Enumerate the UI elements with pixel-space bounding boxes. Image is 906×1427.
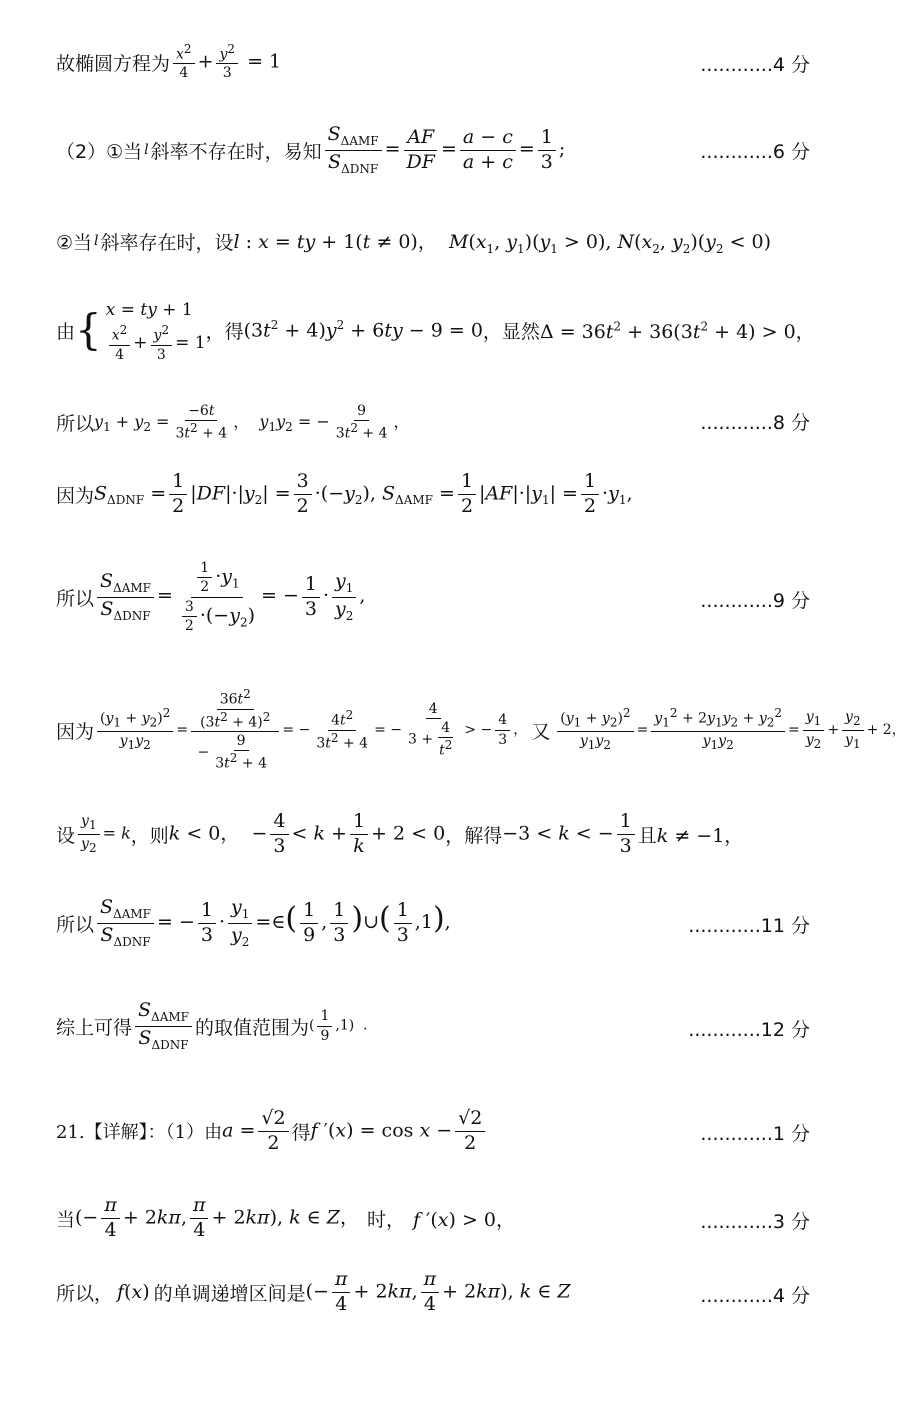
formula-interval: (− $\frac{\pi}{4}$ + 2kπ, $\frac{\pi}{4}$ + 2kπ), k ∈ Z，	[75, 1193, 359, 1241]
text-label: 斜率存在时，设	[100, 231, 234, 254]
score-4: ............4 分	[700, 54, 810, 76]
formula-areas: $S_{\Delta DNF}$ = $\frac{1}{2}$ $|DF|\cdot|y_2|$ = $\frac{3}{2}$ $\cdot(-y_2)$, $S_{\Delta AMF}$ = $\frac{1}{2}$ $|AF|\cdot|y_1|$ = $\frac{1}{2}$ $\cdot y_1$,	[94, 469, 633, 517]
line-increasing-interval	[56, 1264, 810, 1320]
line-system	[56, 284, 815, 376]
formula-fprime-pos: f ′(x) > 0，	[412, 1208, 516, 1231]
score-4b: ............4 分	[700, 1285, 810, 1307]
formula-a: a = $\frac{√2}{2}$	[222, 1108, 292, 1155]
text-label: 因为	[56, 484, 95, 507]
text-label: （2）①当	[56, 140, 143, 163]
formula-k-ne: k ≠ −1，	[656, 824, 744, 847]
formula-quadratic: $(3t^2 + 4)y^2 + 6ty - 9 = 0$	[243, 318, 483, 342]
text-label: ，解得	[445, 824, 503, 847]
formula-k-sol: −3 < k < − $\frac{1}{3}$	[502, 811, 638, 858]
score-9: ............9 分	[700, 590, 810, 612]
formula-fx: f(x)	[117, 1281, 150, 1303]
text-label: 的单调递增区间是	[153, 1282, 306, 1305]
formula-range: $\frac{S_{\Delta AMF}}{S_{\Delta DNF}}$ = − $\frac{1}{3}$ · $\frac{y_1}{y_2}$ =∈( $\frac{1}{9}$ , $\frac{1}{3}$ )∪( $\frac{1}{3}$ ,1),	[94, 897, 451, 949]
formula-bound: $\frac{(y1 + y2)2}{y1y2}$ = $\frac{36t2}{(3t2 + 4)2}$ − $\frac{9}{3t2 + 4}$ = − $\frac{4t2}{3t2 + 4}$ = − 4 3 + $\frac{4}{t2}$ > − $\frac{4}{3}$ ，	[94, 688, 527, 772]
score-12: ............12 分	[688, 1019, 810, 1041]
line-ellipse-equation	[56, 40, 810, 84]
line-ratio	[56, 555, 810, 639]
formula-vieta: $y_1 + y_2$ = $\frac{-6t}{3t2 + 4}$ ， $y_1y_2$ = − $\frac{9}{3t2 + 4}$ ，	[94, 402, 410, 442]
line-q21	[56, 1100, 810, 1162]
text-label: 设	[56, 824, 76, 847]
text-label: ，得	[205, 320, 244, 343]
brace-icon: {	[75, 305, 102, 354]
formula-k-def: $\frac{y1}{y2}$ = k	[75, 813, 131, 855]
line-part2-case1	[56, 122, 810, 178]
text-label: 得	[291, 1121, 311, 1144]
formula-derivative: f ′(x) = cos x − $\frac{√2}{2}$	[311, 1108, 489, 1155]
line-because2	[56, 686, 906, 773]
line-interval-positive	[56, 1190, 810, 1246]
text-label: ，显然	[482, 320, 540, 343]
text-label: 所以	[56, 913, 95, 936]
text-label: 的取值范围为	[195, 1016, 310, 1039]
formula-ratio-final: $\frac{S_{\Delta AMF}}{S_{\Delta DNF}}$	[132, 1000, 195, 1052]
score-11: ............11 分	[688, 915, 810, 937]
line-case2-setup	[56, 224, 810, 258]
formula-identity: $\frac{(y1 + y2)2}{y1y2}$ = $\frac{y12 + 2y1y2 + y22}{y1y2}$ = $\frac{y1}{y2}$ + $\frac{y2}{y1}$ + 2，	[554, 707, 905, 753]
text-label: 故椭圆方程为	[56, 52, 171, 75]
formula-ratio-case1: $\frac{S_{\Delta AMF}}{S_{\Delta DNF}}$ = $\frac{AF}{DF}$ = $\frac{a - c}{a + c}$ = $\frac{1}{3}$ ;	[322, 124, 566, 176]
text-label: 所以	[56, 412, 95, 435]
text-label: 21.【详解】：（1）由	[56, 1122, 223, 1143]
formula-final-range: ( $\frac{1}{9}$ ,1) .	[309, 1008, 368, 1044]
text-label: 斜率不存在时，易知	[150, 140, 322, 163]
text-label: 时，	[366, 1208, 405, 1231]
score-8: ............8 分	[700, 412, 810, 434]
symbol-l: l	[94, 233, 99, 249]
text-label: 且	[637, 824, 657, 847]
text-label: 因为	[56, 720, 95, 743]
formula-ratio: $\frac{S_{\Delta AMF}}{S_{\Delta DNF}}$ = $\frac{1}{2}$ $\cdot y_1$ $\frac{3}{2}$ $\cdot(-y_2)$ = − $\frac{1}{3}$ · $\frac{y_1}{y_2}$ ,	[94, 560, 365, 633]
symbol-l: l	[144, 142, 149, 158]
text-label: 所以，	[56, 1282, 114, 1305]
line-k	[56, 808, 810, 860]
line-vieta	[56, 396, 810, 448]
text-label: 又	[531, 720, 551, 743]
formula-interval-final: (− $\frac{\pi}{4}$ + 2kπ, $\frac{\pi}{4}$ + 2kπ), k ∈ Z	[305, 1267, 571, 1315]
score-3: ............3 分	[700, 1211, 810, 1233]
text-label: 综上可得	[56, 1016, 133, 1039]
text-label: 由	[56, 320, 76, 343]
score-1: ............1 分	[700, 1123, 810, 1145]
line-areas	[56, 470, 810, 518]
formula-system: x = ty + 1 $\frac{x2}{4}$ + $\frac{y2}{3}$ = 1	[105, 299, 206, 363]
text-label: ，则	[130, 824, 169, 847]
text-label: ②当	[56, 231, 93, 254]
text-label: 当	[56, 1208, 76, 1231]
formula-k-range: k < 0， − $\frac{4}{3}$ < k + $\frac{1}{k}$ + 2 < 0	[168, 809, 446, 857]
formula-line-l: l : x = ty + 1(t ≠ 0)， $M(x_1$, $y_1)(y_1 > 0)$, $N(x_2$, $y_2)(y_2 < 0)$	[233, 230, 772, 256]
formula-ellipse: $\frac{x2}{4}$ + $\frac{y2}{3}$ = 1	[170, 43, 281, 82]
score-6: ............6 分	[700, 141, 810, 163]
text-label: 所以	[56, 587, 95, 610]
formula-discriminant: $\Delta = 36t^2 + 36(3t^2 + 4) > 0$，	[539, 319, 815, 343]
